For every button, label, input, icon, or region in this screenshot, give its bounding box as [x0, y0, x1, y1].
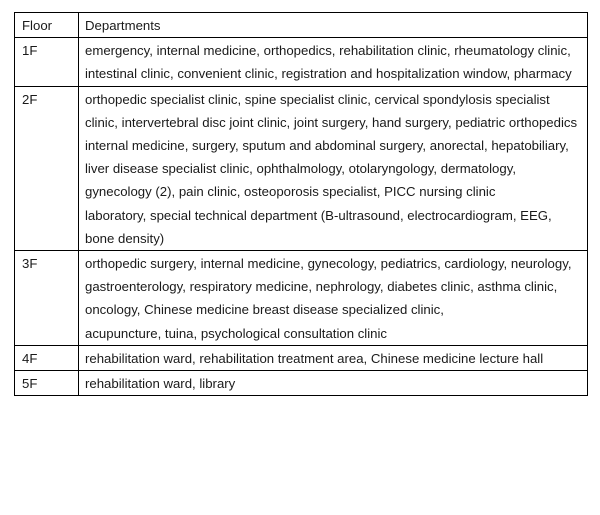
table-row-3f — [15, 251, 588, 346]
floor-cell: 5F — [15, 371, 79, 396]
department-list: laboratory, special technical department (B-ultrasound, electrocardiogram, EEG, bone density) — [85, 207, 552, 246]
department-list: rehabilitation ward, rehabilitation treatment area, Chinese medicine lecture hall — [85, 350, 544, 366]
table-row-1f — [15, 38, 588, 86]
departments-cell — [79, 371, 588, 396]
table-header-row — [15, 13, 588, 38]
table-row-2f — [15, 86, 588, 250]
floor-cell: 1F — [15, 38, 79, 86]
departments-column-header: Departments — [79, 13, 588, 38]
floor-cell: 4F — [15, 345, 79, 370]
department-list: rehabilitation ward, library — [85, 376, 236, 392]
floor-cell: 2F — [15, 86, 79, 250]
floor-directory-table — [14, 12, 588, 396]
department-list: emergency, internal medicine, orthopedics, rehabilitation clinic, rheumatology clinic, intestinal clinic, convenient clinic, registration and hospitalization window, pharmacy — [85, 43, 572, 82]
floor-cell: 3F — [15, 251, 79, 346]
departments-cell — [79, 345, 588, 370]
departments-cell — [79, 38, 588, 86]
floor-column-header: Floor — [15, 13, 79, 38]
department-list: orthopedic surgery, internal medicine, gynecology, pediatrics, cardiology, neurology, gastroenterology, respiratory medicine, nephrology, diabetes clinic, asthma clinic, oncology, Chinese medicine breast disease specialized clinic, — [85, 256, 572, 318]
department-list: acupuncture, tuina, psychological consultation clinic — [85, 325, 388, 341]
table-row-5f — [15, 371, 588, 396]
department-list: orthopedic specialist clinic, spine specialist clinic, cervical spondylosis specialist clinic, intervertebral disc joint clinic, joint surgery, hand surgery, pediatric orthopedics — [85, 91, 578, 130]
table-row-4f — [15, 345, 588, 370]
department-list: internal medicine, surgery, sputum and abdominal surgery, anorectal, hepatobiliary, liver disease specialist clinic, ophthalmology, otolaryngology, dermatology, gynecology (2), pain clinic, osteoporosis specialist, PICC nursing clinic — [85, 138, 569, 200]
departments-cell — [79, 251, 588, 346]
departments-cell — [79, 86, 588, 250]
